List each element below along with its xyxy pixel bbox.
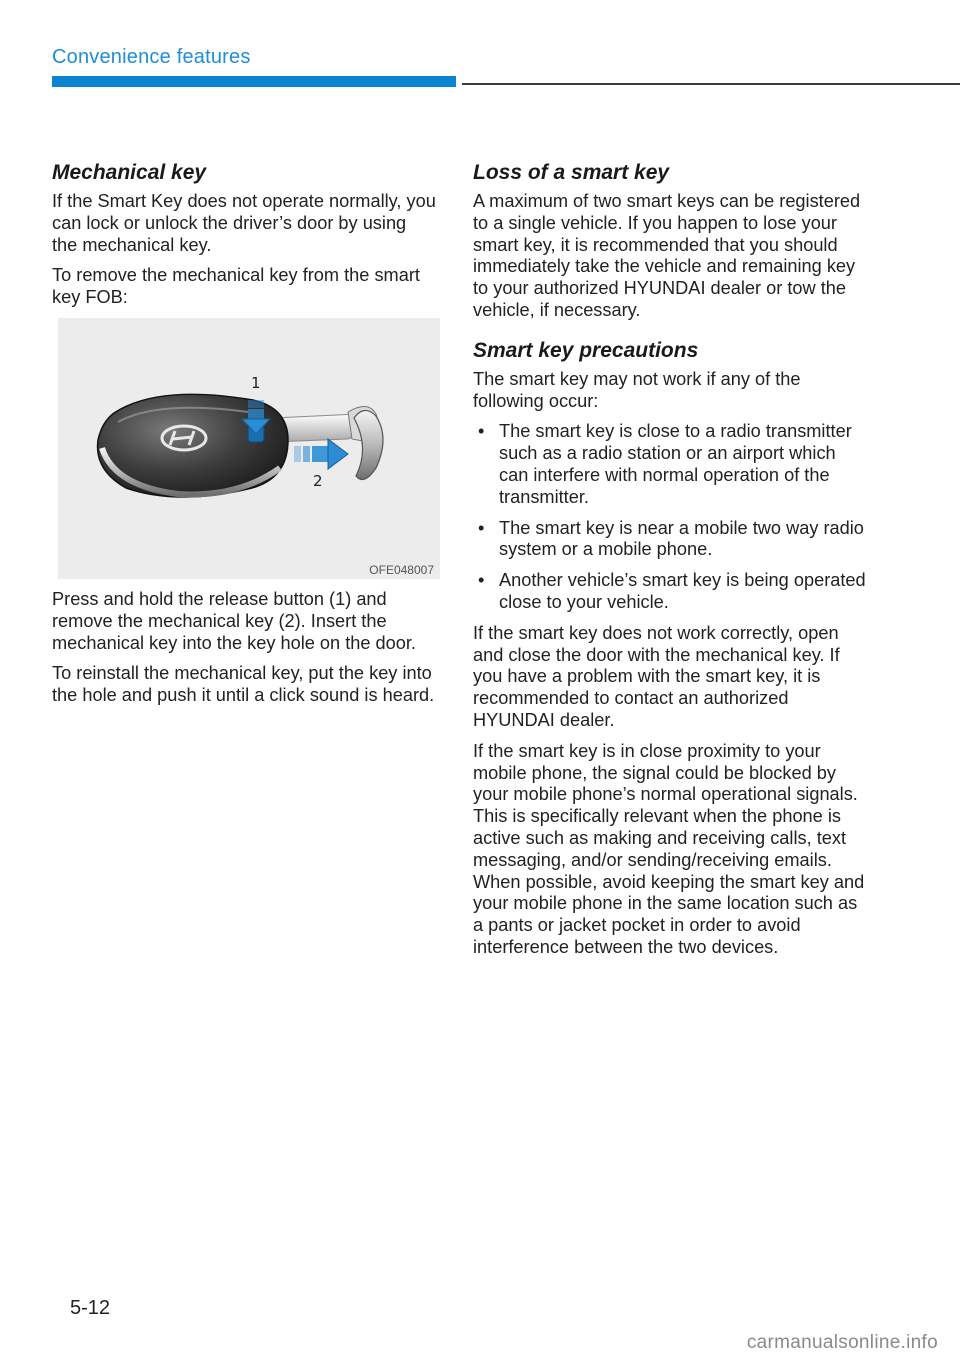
right-column [473,158,868,968]
left-column [52,158,436,716]
figure-code: OFE048007 [369,562,434,577]
page-number: 5-12 [70,1297,111,1319]
list-item: • The smart key is close to a radio transmitter such as a radio station or an airport which can interfere with normal operation of the transmitter. [478,421,852,507]
heading-mechanical-key: Mechanical key [52,161,207,184]
paragraph: If the smart key is in close proximity to your mobile phone, the signal could be blocked by your mobile phone’s normal operational signals. This is specifically relevant when the phone is active such as making and receiving calls, text messaging, and/or sending/receiving emails. When possible, avoid keeping the smart key and your mobile phone in the same location such as a pants or jacket pocket in order to avoid interference between the two devices. [473,740,865,957]
paragraph: A maximum of two smart keys can be registered to a single vehicle. If you happen to lose your smart key, it is recommended that you should immediately take the vehicle and remaining key to your authorized HYUNDAI dealer or tow the vehicle, if necessary. [473,191,861,320]
bullet-icon: • [478,570,485,591]
bullet-icon: • [478,421,485,442]
heading-smart-key-precautions: Smart key precautions [473,338,699,362]
paragraph: The smart key may not work if any of the following occur: [473,368,801,411]
watermark[interactable]: carmanualsonline.info [746,1332,938,1353]
paragraph: Press and hold the release button (1) and remove the mechanical key (2). Insert the mechanical key into the key hole on the door. [52,588,416,653]
header-accent-bar [52,76,456,87]
smart-key-illustration [58,318,440,579]
heading-loss-of-smart-key: Loss of a smart key [473,161,670,184]
paragraph: If the smart key does not work correctly, open and close the door with the mechanical key. If you have a problem with the smart key, it is recommended to contact an authorized HYUNDAI dealer. [473,622,840,730]
smart-key-figure [58,318,440,579]
header-divider [462,83,960,85]
label-1: 1 [251,373,261,392]
section-title: Convenience features [52,46,251,68]
paragraph: If the Smart Key does not operate normally, you can lock or unlock the driver’s door by using the mechanical key. [52,191,436,255]
bullet-icon: • [478,517,485,538]
paragraph: To remove the mechanical key from the smart key FOB: [52,265,420,308]
arrow-right-icon [294,439,348,469]
paragraph: To reinstall the mechanical key, put the key into the hole and push it until a click sound is heard. [52,663,435,706]
precautions-list [473,421,868,613]
list-item: • The smart key is near a mobile two way radio system or a mobile phone. [478,517,864,560]
label-2: 2 [313,471,323,490]
key-head [354,410,383,479]
list-item: • Another vehicle’s smart key is being operated close to your vehicle. [478,570,866,612]
